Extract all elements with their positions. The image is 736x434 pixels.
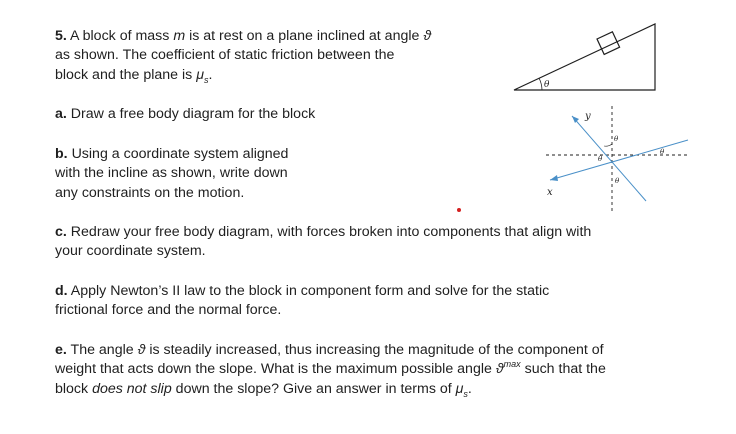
problem-number: 5. — [55, 28, 67, 44]
part-c-line-2: your coordinate system. — [55, 243, 206, 259]
problem-intro-line-2: as shown. The coefficient of static friction between the — [55, 47, 395, 63]
part-e-line-2: weight that acts down the slope. What is the maximum possible angle $ϑ^{max}$ such that the — [55, 359, 606, 377]
part-c-line-1: c. Redraw your free body diagram, with forces broken into components that align with — [55, 224, 592, 240]
part-a: a. Draw a free body diagram for the block — [55, 106, 316, 122]
angle-label-bottom: θ — [615, 177, 620, 185]
part-e-line-1: e. The angle ϑ is steadily increased, thus increasing the magnitude of the component of — [55, 342, 604, 358]
part-e-line-3: block does not slip down the slope? Give an answer in terms of $\mu_s$. — [55, 381, 472, 399]
part-b-line-2: with the incline as shown, write down — [55, 165, 288, 181]
y-axis — [572, 116, 646, 201]
y-axis-arrowhead — [572, 116, 579, 123]
angle-label-top: θ — [614, 135, 619, 143]
coordinate-system-diagram — [538, 102, 698, 222]
part-d-line-1: d. Apply Newton’s II law to the block in component form and solve for the static — [55, 283, 550, 299]
angle-label-left: θ — [598, 155, 603, 163]
x-axis — [550, 140, 688, 180]
part-b-line-3: any constraints on the motion. — [55, 185, 245, 201]
x-axis-arrowhead — [550, 175, 558, 181]
red-dot-marker — [457, 208, 461, 212]
incline-diagram — [510, 18, 670, 98]
incline-plane — [514, 24, 655, 90]
problem-intro-line-1: 5. A block of mass m is at rest on a plane inclined at angle ϑ — [55, 28, 432, 44]
problem-intro-line-3: block and the plane is $\mu_s$. — [55, 67, 213, 85]
incline-angle-arc — [539, 78, 542, 90]
part-d-line-2: frictional force and the normal force. — [55, 302, 282, 318]
part-b-line-1: b. Using a coordinate system aligned — [55, 146, 289, 162]
block — [597, 32, 620, 55]
incline-angle-label: θ — [544, 80, 550, 90]
x-axis-label: x — [547, 187, 553, 198]
angle-label-right: θ — [660, 148, 665, 156]
y-axis-label: y — [585, 111, 591, 122]
angle-arc-top — [604, 144, 612, 146]
